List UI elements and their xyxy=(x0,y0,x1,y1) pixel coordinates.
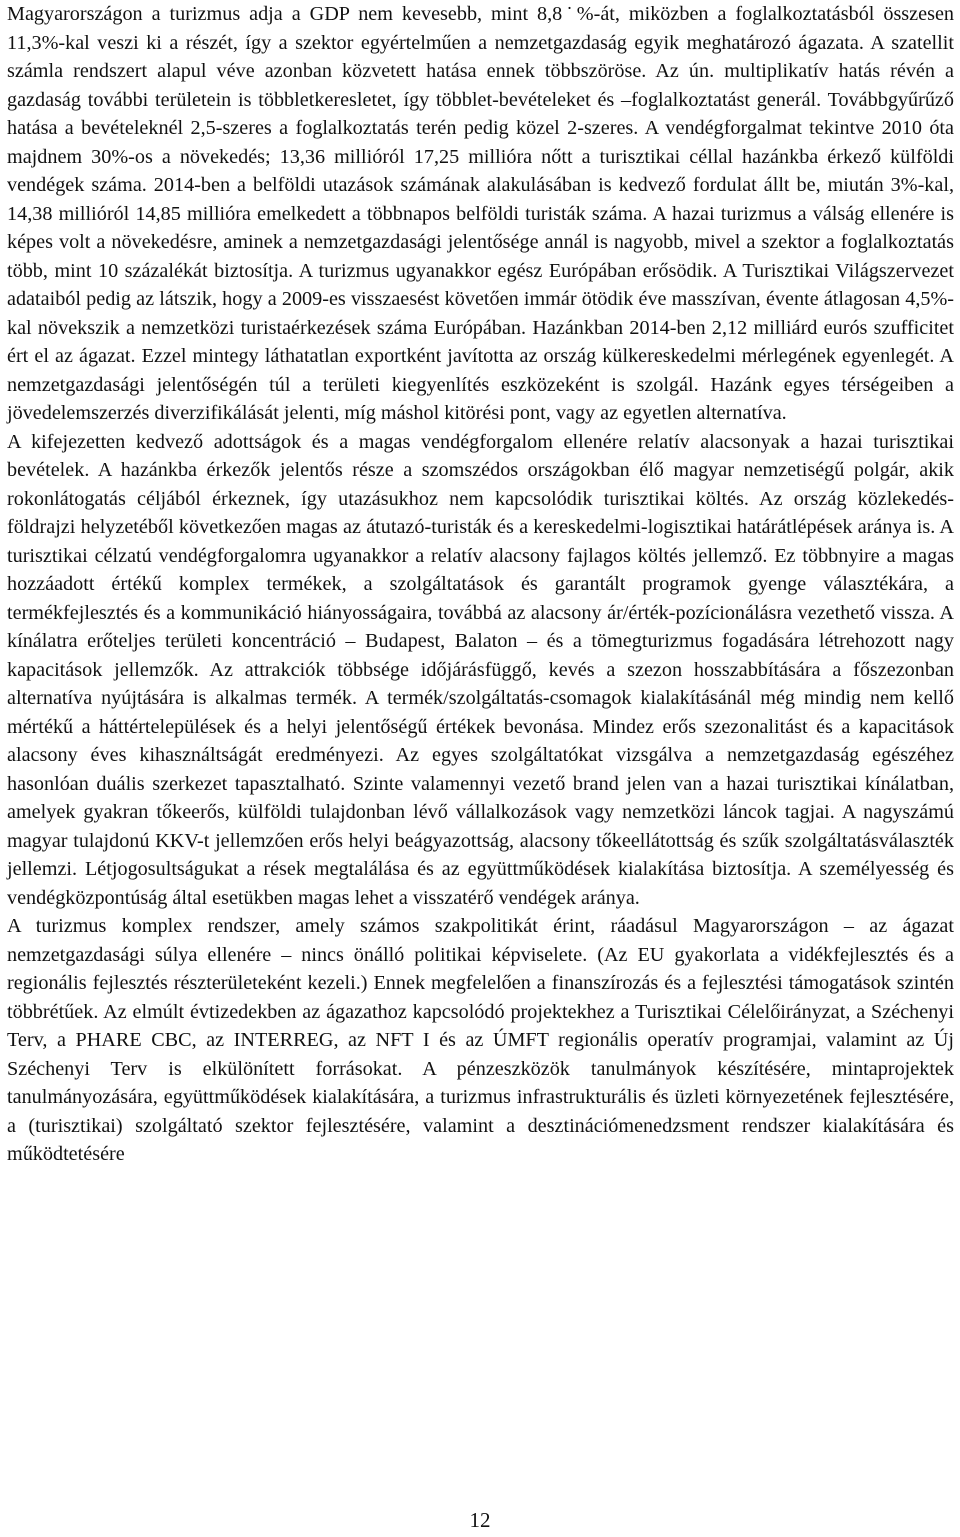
document-page xyxy=(7,0,954,1169)
paragraph-tourism-policy-financing: A turizmus komplex rendszer, amely számos szakpolitikát érint, ráadásul Magyarországon – az ágazat nemzetgazdasági súlya ellenére – nincs önálló politikai képviselete. (Az EU gyakorlata a vidékfejlesztés és a regionális fejlesztés részterületeként kezeli.) Ennek megfelelően a finanszírozás és a fejlesztési támogatások szintén többrétűek. Az elmúlt évtizedekben az ágazathoz kapcsolódó projektekhez a Turisztikai Célelőirányzat, a Széchenyi Terv, a PHARE CBC, az INTERREG, az NFT I és az ÚMFT regionális operatív programjai, valamint az Új Széchenyi Terv is elkülönített forrásokat. A pénzeszközök tanulmányok készítésére, mintaprojektek tanulmányozására, együttműködések kialakítására, a turizmus infrastrukturális és üzleti környezetének fejlesztésére, a (turisztikai) szolgáltató szektor fejlesztésére, valamint a desztinációmenedzsment rendszer kialakítására és működtetésére xyxy=(7,915,954,1165)
paragraph-tourism-revenue-structure: A kifejezetten kedvező adottságok és a magas vendégforgalom ellenére relatív alacsonyak a hazai turisztikai bevételek. A hazánkba érkezők jelentős része a szomszédos országokban élő magyar nemzetiségű polgár, akik rokonlátogatás céljából érkeznek, így utazásukhoz nem kapcsolódik turisztikai költés. Az ország közlekedés-földrajzi helyzetéből következően magas az átutazó-turisták és a kereskedelmi-logisztikai határátlépések aránya is. A turisztikai célzatú vendégforgalomra ugyanakkor a relatív alacsony fajlagos költés jellemző. Ez többnyire a magas hozzáadott értékű komplex termékek, a szolgáltatások és garantált programok gyenge választékára, a termékfejlesztés és a kommunikáció hiányosságaira, továbbá az alacsony ár/érték-pozícionálásra vezethető vissza. A kínálatra erőteljes területi koncentráció – Budapest, Balaton – és a tömegturizmus fogadására létrehozott nagy kapacitások jellemzők. Az attrakciók többsége időjárásfüggő, kevés a szezon hosszabbítására a főszezonban alternatíva nyújtására is alkalmas termék. A termék/szolgáltatás-csomagok kialakításánál még mindig nem kellő mértékű a háttértelepülések és a helyi jelentőségű értékek bevonása. Mindez erős szezonalitást és a kapacitások alacsony éves kihasználtságát eredményezi. Az egyes szolgáltatókat vizsgálva a nemzetgazdaság egészéhez hasonlóan duális szerkezet tapasztalható. Szinte valamennyi vezető brand jelen van a hazai turisztikai kínálatban, amelyek gyakran tőkeerős, külföldi tulajdonban lévő vállalkozások vagy nemzetközi láncok tagjai. A nagyszámú magyar tulajdonú KKV-t jellemzően erős helyi beágyazottság, alacsony tőkeellátottság és szűk szolgáltatásválaszték jellemzi. Létjogosultságukat a rések megtalálása és az együttműködések kialakítása biztosítja. A személyesség és vendégközpontúság által esetükben magas lehet a visszatérő vendégek aránya. xyxy=(7,430,954,909)
paragraph-tourism-economic-impact: Magyarországon a turizmus adja a GDP nem kevesebb, mint 8,8˙%-át, miközben a foglalkoztatásból összesen 11,3%-kal veszi ki a részét, így a szektor egyértelműen a nemzetgazdaság egyik meghatározó ágazata. A szatellit számla rendszert alapul véve azonban közvetett hatása ennek többszöröse. Az ún. multiplikatív hatás révén a gazdaság további területein is többletkeresletet, így többlet-bevételeket és –foglalkoztatást generál. Továbbgyűrűző hatása a bevételeknél 2,5-szeres a foglalkoztatás terén pedig közel 2-szeres. A vendégforgalmat tekintve 2010 óta majdnem 30%-os a növekedés; 13,36 millióról 17,25 millióra nőtt a turisztikai céllal hazánkba érkező külföldi vendégek száma. 2014-ben a belföldi utazások számának alakulásában is kedvező fordulat állt be, miután 3%-kal, 14,38 millióról 14,85 millióra emelkedett a többnapos belföldi turisták száma. A hazai turizmus a válság ellenére is képes volt a növekedésre, aminek a nemzetgazdasági jelentősége annál is nagyobb, mivel a szektor a foglalkoztatás több, mint 10 százalékát biztosítja. A turizmus ugyanakkor egész Európában erősödik. A Turisztikai Világszervezet adataiból pedig az látszik, hogy a 2009-es visszaesést követően immár ötödik éve masszívan, évente átlagosan 4,5%-kal növekszik a nemzetközi turistaérkezések száma Európában. Hazánkban 2014-ben 2,12 milliárd eurós szufficitet ért el az ágazat. Ezzel mintegy láthatatlan exportként javította az ország külkereskedelmi mérlegének egyenlegét. A nemzetgazdasági jelentőségén túl a területi kiegyenlítés eszközeként is szolgál. Hazánk egyes térségeiben a jövedelemszerzés diverzifikálását jelenti, míg máshol kitörési pont, vagy az egyetlen alternatíva. xyxy=(7,3,954,424)
page-number: 12 xyxy=(469,1508,491,1532)
